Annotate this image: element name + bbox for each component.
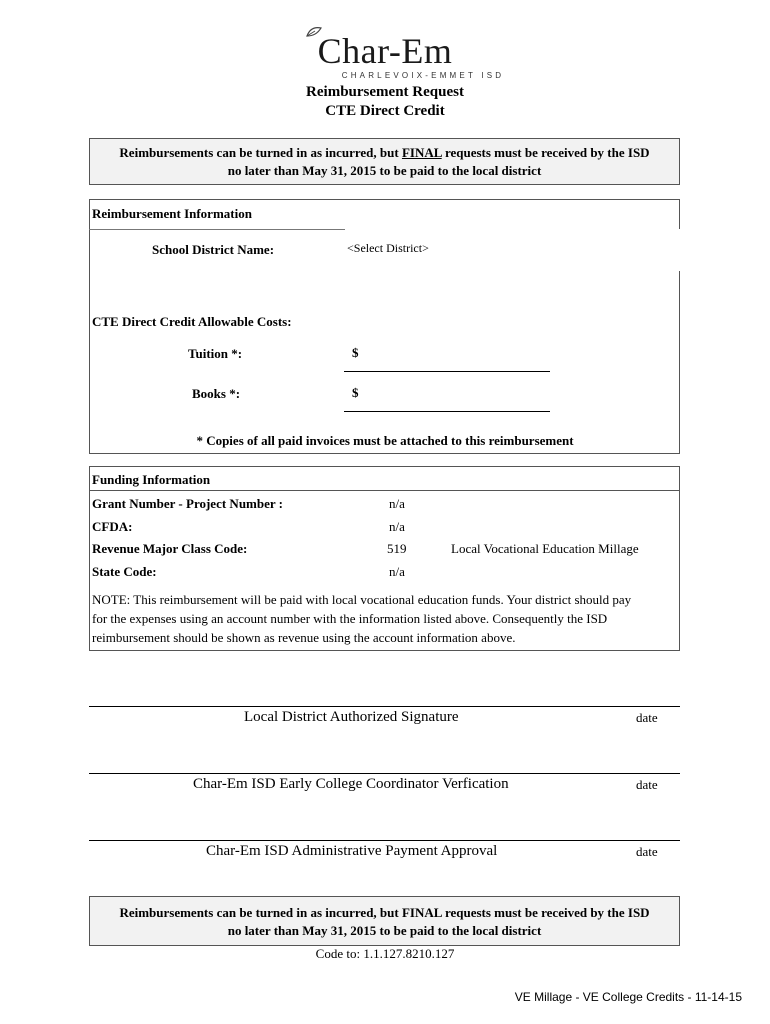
books-input[interactable]: [344, 411, 550, 412]
grant-number-label: Grant Number - Project Number :: [92, 496, 283, 511]
state-code-value: n/a: [389, 564, 405, 579]
signature-line-local[interactable]: [89, 706, 680, 707]
costs-heading: CTE Direct Credit Allowable Costs:: [92, 314, 292, 329]
revenue-class-desc: Local Vocational Education Millage: [451, 541, 639, 556]
district-select[interactable]: <Select District>: [347, 241, 429, 255]
revenue-class-value: 519: [387, 541, 407, 556]
page-title: Reimbursement Request: [306, 84, 464, 100]
notice-text-part1: Reimbursements can be turned in as incurred, but: [119, 145, 402, 160]
signature-label-coordinator: Char-Em ISD Early College Coordinator Verfication: [193, 776, 509, 792]
signature-label-approval: Char-Em ISD Administrative Payment Approval: [206, 843, 498, 859]
reimbursement-heading: Reimbursement Information: [92, 206, 252, 221]
logo-name: Char-Em: [317, 31, 453, 71]
date-label-approval: date: [636, 844, 658, 859]
logo-subtitle: CHARLEVOIX-EMMET ISD: [341, 71, 505, 80]
books-label: Books *:: [192, 386, 241, 401]
bottom-notice-line2: no later than May 31, 2015 to be paid to the local district: [227, 923, 542, 938]
tuition-currency: $: [352, 345, 359, 360]
date-label-coordinator: date: [636, 777, 658, 792]
notice-text-line2: no later than May 31, 2015 to be paid to the local district: [227, 163, 542, 178]
deadline-notice: [89, 138, 680, 185]
state-code-label: State Code:: [92, 564, 157, 579]
signature-label-local: Local District Authorized Signature: [244, 709, 459, 725]
cfda-value: n/a: [389, 519, 405, 534]
date-label-local: date: [636, 710, 658, 725]
funding-heading: Funding Information: [92, 472, 211, 487]
cfda-label: CFDA:: [92, 519, 133, 534]
funding-note-line3: reimbursement should be shown as revenue using the account information above.: [92, 630, 516, 645]
bottom-deadline-notice: [89, 896, 680, 946]
bottom-notice-line1: Reimbursements can be turned in as incurred, but FINAL requests must be received by the ISD: [119, 905, 650, 920]
funding-note-line1: NOTE: This reimbursement will be paid with local vocational education funds. Your district should pay: [92, 592, 632, 607]
district-label: School District Name:: [152, 242, 275, 257]
invoice-note: * Copies of all paid invoices must be attached to this reimbursement: [196, 433, 574, 448]
grant-number-value: n/a: [389, 496, 405, 511]
funding-note: [92, 590, 678, 647]
page-subtitle: CTE Direct Credit: [325, 103, 445, 119]
tuition-label: Tuition *:: [188, 346, 243, 361]
notice-emphasis: FINAL: [401, 145, 442, 160]
account-code: Code to: 1.1.127.8210.127: [315, 946, 455, 961]
footer-version: VE Millage - VE College Credits - 11-14-15: [514, 990, 742, 1004]
signature-line-coordinator[interactable]: [89, 773, 680, 774]
books-currency: $: [352, 385, 359, 400]
heading-divider: [89, 229, 345, 230]
funding-divider: [89, 490, 680, 491]
signature-line-approval[interactable]: [89, 840, 680, 841]
notice-text-part2: requests must be received by the ISD: [441, 145, 650, 160]
funding-note-line2: for the expenses using an account number with the information listed above. Consequently the ISD: [92, 611, 608, 626]
tuition-input[interactable]: [344, 371, 550, 372]
revenue-class-label: Revenue Major Class Code:: [92, 541, 248, 556]
